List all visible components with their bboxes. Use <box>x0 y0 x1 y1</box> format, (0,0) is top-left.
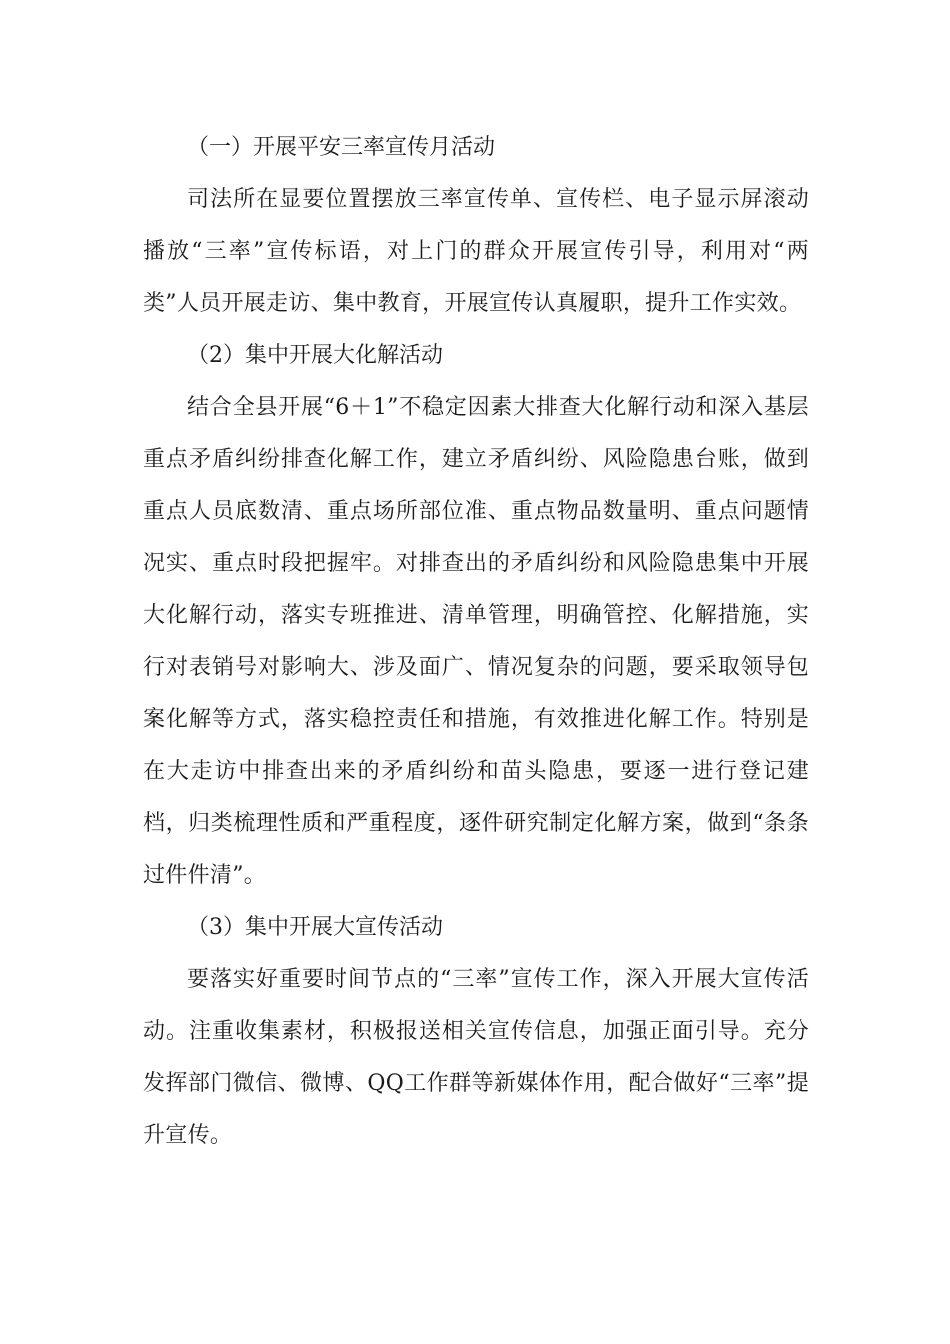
document-body <box>143 122 809 1162</box>
section-paragraph-2: 结合全县开展“6＋1”不稳定因素大排查大化解行动和深入基层重点矛盾纠纷排查化解工作，建立矛盾纠纷、风险隐患台账，做到重点人员底数清、重点场所部位准、重点物品数量明、重点问题情况实、重点时段把握牢。对排查出的矛盾纠纷和风险隐患集中开展大化解行动，落实专班推进、清单管理，明确管控、化解措施，实行对表销号对影响大、涉及面广、情况复杂的问题，要采取领导包案化解等方式，落实稳控责任和措施，有效推进化解工作。特别是在大走访中排查出来的矛盾纠纷和苗头隐患，要逐一进行登记建档，归类梳理性质和严重程度，逐件研究制定化解方案，做到“条条过件件清”。 <box>143 395 809 888</box>
section-heading-3: （3）集中开展大宣传活动 <box>187 915 443 940</box>
section-paragraph-3: 要落实好重要时间节点的“三率”宣传工作，深入开展大宣传活动。注重收集素材，积极报送相关宣传信息，加强正面引导。充分发挥部门微信、微博、QQ工作群等新媒体作用，配合做好“三率”提升宣传。 <box>143 967 809 1148</box>
section-heading-1: （一）开展平安三率宣传月活动 <box>187 135 496 160</box>
section-heading-2: （2）集中开展大化解活动 <box>187 343 443 368</box>
section-paragraph-1: 司法所在显要位置摆放三率宣传单、宣传栏、电子显示屏滚动播放“三率”宣传标语，对上门的群众开展宣传引导，利用对“两类”人员开展走访、集中教育，开展宣传认真履职，提升工作实效。 <box>143 187 809 316</box>
